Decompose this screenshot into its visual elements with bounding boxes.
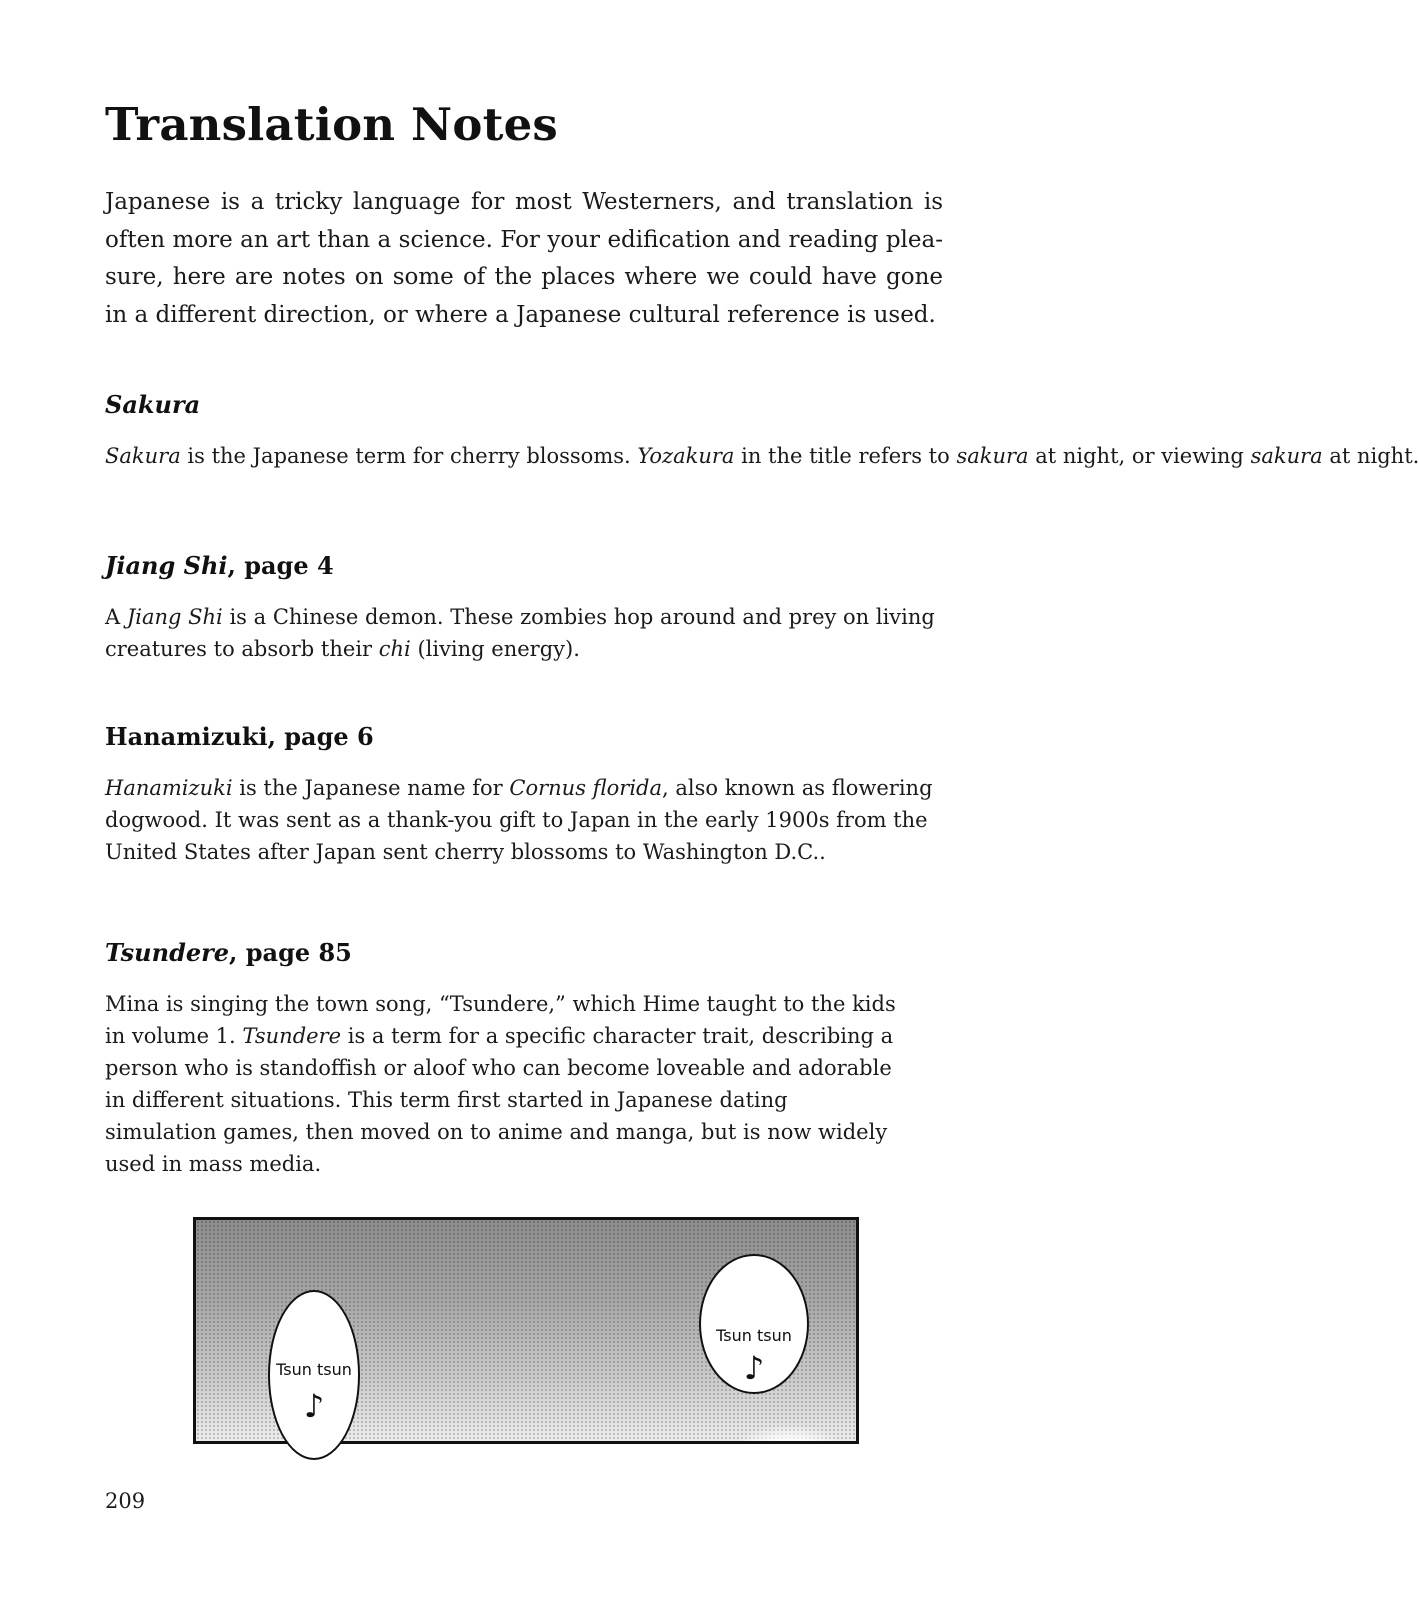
section-body-jiang-shi	[105, 601, 955, 665]
body-text-run: at night.	[1322, 444, 1419, 468]
speech-bubble-left	[268, 1290, 360, 1460]
section-body-tsundere	[105, 988, 905, 1180]
section-page-ref: , page 85	[229, 938, 352, 967]
body-text-run: A	[105, 605, 127, 629]
italic-term: chi	[378, 637, 411, 661]
section-term: Hanamizuki	[105, 722, 268, 751]
body-text-run: at night, or viewing	[1028, 444, 1251, 468]
italic-term: sakura	[956, 444, 1029, 468]
italic-term: Cornus florida	[509, 776, 663, 800]
section-term: Sakura	[105, 390, 201, 419]
music-note-icon: ♪	[303, 1387, 325, 1425]
body-line	[105, 440, 1419, 472]
italic-term: Hanamizuki	[105, 776, 233, 800]
bubble-text: Tsun tsun	[716, 1326, 792, 1345]
music-note-icon: ♪	[743, 1349, 765, 1387]
body-text-run: is the Japanese term for cherry blossoms.	[180, 444, 638, 468]
section-heading-sakura	[105, 390, 200, 419]
section-body-sakura	[105, 440, 1419, 472]
body-text-run: , also known as flowering dogwood. It was sent as a thank-you gift to Japan in the early 1900s from the United States after Japan sent cherry blossoms to Washington D.C..	[105, 776, 933, 864]
section-term: Jiang Shi	[105, 551, 228, 580]
body-text-run: (living energy).	[410, 637, 580, 661]
manga-panel-image	[193, 1217, 859, 1444]
page-number: 209	[105, 1489, 146, 1513]
italic-term: Jiang Shi	[126, 605, 223, 629]
section-heading-tsundere	[105, 938, 352, 967]
section-page-ref: , page 6	[267, 722, 374, 751]
section-heading-jiang-shi	[105, 551, 334, 580]
page-title: Translation Notes	[105, 98, 558, 151]
italic-term: Sakura	[105, 444, 181, 468]
section-heading-hanamizuki	[105, 722, 374, 751]
italic-term: sakura	[1250, 444, 1323, 468]
body-text-run: is the Japanese name for	[232, 776, 510, 800]
speech-bubble-right	[699, 1254, 809, 1394]
italic-term: Tsundere	[242, 1024, 342, 1048]
body-text-run: is a Chinese demon. These zombies hop around and prey on living creatures to absorb their	[105, 605, 935, 661]
body-text-run: in the title refers to	[734, 444, 957, 468]
italic-term: Yozakura	[637, 444, 735, 468]
body-text-run: Mina is singing the town song, “Tsundere,” which Hime taught to the kids in volume 1.	[105, 992, 896, 1048]
bubble-text: Tsun tsun	[276, 1360, 352, 1379]
intro-paragraph: Japanese is a tricky language for most Westerners, and translation is often more an art than a science. For your edification and reading plea-sure, here are notes on some of the places where we could have gone in a different direction, or where a Japanese cultural reference is used.	[105, 189, 943, 328]
section-body-hanamizuki	[105, 772, 935, 868]
section-page-ref: , page 4	[227, 551, 334, 580]
body-text-run: is a term for a specific character trait, describing a person who is standoffish or aloof who can become loveable and adorable in different situations. This term first started in Japanese dating simulation games, then moved on to anime and manga, but is now widely used in mass media.	[105, 1024, 894, 1176]
section-term: Tsundere	[105, 938, 230, 967]
